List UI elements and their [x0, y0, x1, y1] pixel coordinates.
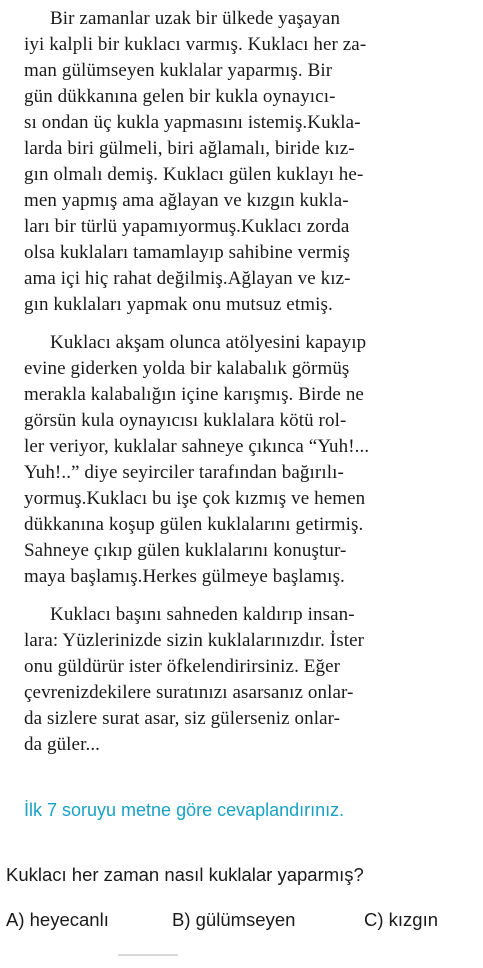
text-line: Yuh!..” diye seyirciler tarafından bağırılı- [24, 462, 344, 483]
text-line: gın kuklaları yapmak onu mutsuz etmiş. [24, 294, 333, 315]
option-b[interactable]: B) gülümseyen [172, 909, 296, 930]
text-line: ları bir türlü yapamıyormuş.Kuklacı zorda [24, 216, 350, 237]
instruction-text: İlk 7 soruyu metne göre cevaplandırınız. [24, 800, 345, 820]
text-line: yormuş.Kuklacı bu işe çok kızmış ve hemen [24, 488, 366, 509]
option-c[interactable]: C) kızgın [364, 909, 439, 930]
text-line: larda biri gülmeli, biri ağlamalı, biride kız- [24, 138, 355, 159]
text-line: evine giderken yolda bir kalabalık görmüş [24, 358, 350, 379]
text-line: çevrenizdekilere suratınızı asarsanız onlar- [24, 682, 354, 703]
text-line: men yapmış ama ağlayan ve kızgın kukla- [24, 190, 349, 211]
text-line: Bir zamanlar uzak bir ülkede yaşayan [50, 8, 341, 29]
text-line: da sizlere surat asar, siz gülerseniz onlar- [24, 708, 341, 729]
text-line: gün dükkanına gelen bir kukla oynayıcı- [24, 86, 336, 107]
text-line: dükkanına koşup gülen kuklalarını getirmiş. [24, 514, 364, 535]
text-line: maya başlamış.Herkes gülmeye başlamış. [24, 566, 345, 587]
text-line: Kuklacı akşam olunca atölyesini kapayıp [50, 332, 367, 353]
text-line: sı ondan üç kukla yapmasını istemiş.Kukla- [24, 112, 361, 133]
text-line: olsa kuklaları tamamlayıp sahibine vermiş [24, 242, 350, 263]
text-line: Kuklacı başını sahneden kaldırıp insan- [50, 604, 355, 625]
text-line: onu güldürür ister öfkelendirirsiniz. Eğer [24, 656, 341, 677]
text-line: ama içi hiç rahat değilmiş.Ağlayan ve kız- [24, 268, 351, 289]
question-text: Kuklacı her zaman nasıl kuklalar yaparmış? [6, 864, 364, 885]
text-line: ler veriyor, kuklalar sahneye çıkınca “Yuh!... [24, 436, 370, 457]
text-line: Sahneye çıkıp gülen kuklalarını konuştur- [24, 540, 347, 561]
text-line: lara: Yüzlerinizde sizin kuklalarınızdır. İster [24, 630, 365, 651]
text-line: da güler... [24, 734, 101, 755]
text-line: merakla kalabalığın içine karışmış. Birde ne [24, 384, 364, 405]
text-line: man gülümseyen kuklalar yaparmış. Bir [24, 60, 333, 81]
text-line: görsün kula oynayıcısı kuklalara kötü rol- [24, 410, 347, 431]
text-line: gın olmalı demiş. Kuklacı gülen kuklayı he- [24, 164, 364, 185]
text-line: iyi kalpli bir kuklacı varmış. Kuklacı her za- [24, 34, 367, 55]
scan-artifact [118, 954, 178, 956]
option-a[interactable]: A) heyecanlı [6, 909, 109, 930]
